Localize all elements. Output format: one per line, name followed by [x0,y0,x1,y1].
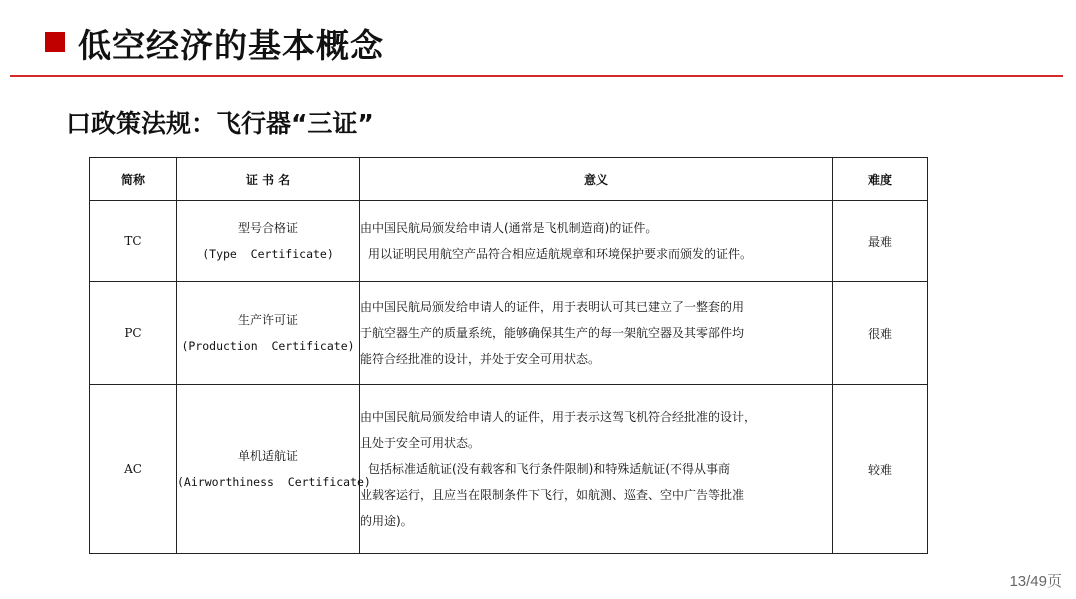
table-row-pc [90,282,928,385]
meaning-line: 于航空器生产的质量系统，能够确保其生产的每一架航空器及其零部件均 [360,326,745,340]
header-difficulty: 难度 [833,158,928,201]
cert-name-cn: 单机适航证 [237,449,298,463]
slide-title: 低空经济的基本概念 [78,26,384,65]
cell-cert-name [177,385,371,554]
certificates-table [89,157,928,554]
cert-name-en: (Production Certificate) [181,339,355,353]
meaning-line: 包括标准适航证(没有载客和飞行条件限制)和特殊适航证(不得从事商 [368,462,731,476]
cell-difficulty: 较难 [833,385,928,554]
meaning-line: 由中国民航局颁发给申请人的证件，用于表明认可其已建立了一整套的用 [360,300,745,314]
cell-abbr: AC [90,385,177,554]
cell-difficulty: 很难 [833,282,928,385]
meaning-line: 业载客运行，且应当在限制条件下飞行，如航测、巡查、空中广告等批准 [360,488,745,502]
cell-cert-name [177,201,360,282]
cell-meaning [360,385,833,554]
cert-name-cn: 型号合格证 [237,221,298,235]
meaning-line: 的用途)。 [360,514,413,528]
section-heading: 口政策法规：飞行器“三证” [66,109,374,138]
header-meaning: 意义 [360,158,833,201]
cert-name-cn: 生产许可证 [237,313,298,327]
cell-difficulty: 最难 [833,201,928,282]
meaning-line: 用以证明民用航空产品符合相应适航规章和环境保护要求而颁发的证件。 [368,247,753,261]
cert-name-en: (Type Certificate) [202,247,334,261]
table-header-row [90,158,928,201]
table-row-ac [90,385,928,554]
table-row-tc [90,201,928,282]
cell-meaning [360,201,833,282]
meaning-line: 由中国民航局颁发给申请人(通常是飞机制造商)的证件。 [360,221,658,235]
cell-cert-name [177,282,360,385]
meaning-line: 由中国民航局颁发给申请人的证件，用于表示这驾飞机符合经批准的设计， [360,410,757,424]
header-abbr: 简称 [90,158,177,201]
meaning-line: 能符合经批准的设计，并处于安全可用状态。 [360,352,601,366]
cell-meaning [360,282,833,385]
title-divider [10,75,1063,77]
cert-name-en: (Airworthiness Certificate) [177,475,371,489]
title-bullet [45,32,65,52]
page-number: 13/49页 [1009,573,1062,590]
cell-abbr: PC [90,282,177,385]
header-cert-name: 证 书 名 [177,158,360,201]
meaning-line: 且处于安全可用状态。 [360,436,481,450]
cell-abbr: TC [90,201,177,282]
